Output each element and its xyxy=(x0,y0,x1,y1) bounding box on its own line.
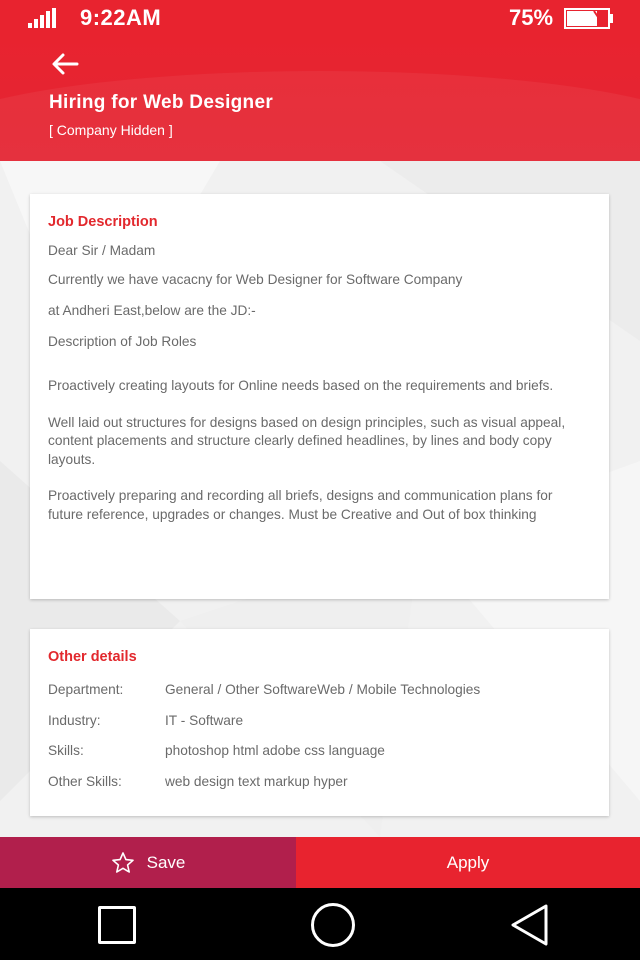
status-bar xyxy=(0,0,640,36)
apply-button[interactable] xyxy=(296,837,640,888)
star-outline-icon xyxy=(111,851,135,875)
other-details-card xyxy=(30,629,609,816)
system-nav-bar xyxy=(0,888,640,960)
detail-row-department xyxy=(48,681,591,699)
company-name: [ Company Hidden ] xyxy=(49,122,173,138)
action-bar xyxy=(0,837,640,888)
battery-percent: 75% xyxy=(509,5,554,30)
save-button[interactable] xyxy=(0,837,296,888)
job-description-card xyxy=(30,194,609,599)
detail-value: General / Other SoftwareWeb / Mobile Technologies xyxy=(165,682,481,697)
page-title: Hiring for Web Designer xyxy=(49,92,274,113)
status-time: 9:22AM xyxy=(80,5,162,30)
other-details-heading: Other details xyxy=(48,649,137,665)
detail-row-skills xyxy=(48,742,591,760)
back-arrow-icon[interactable] xyxy=(50,52,80,76)
home-circle-icon[interactable] xyxy=(311,903,355,947)
detail-label: Skills: xyxy=(48,743,84,758)
detail-row-other-skills xyxy=(48,773,591,791)
recent-apps-square-icon[interactable] xyxy=(98,906,136,944)
description-paragraph: Well laid out structures for designs based on design principles, such as visual appeal, content placements and structure clearly defined headlines, by lines and body copy layouts. xyxy=(48,414,566,467)
detail-label: Department: xyxy=(48,682,124,697)
header-decoration xyxy=(0,71,640,161)
description-line: Description of Job Roles xyxy=(48,334,197,349)
apply-button-label: Apply xyxy=(446,852,490,872)
description-line: Currently we have vacacny for Web Designer for Software Company xyxy=(48,272,463,287)
description-line: at Andheri East,below are the JD:- xyxy=(48,303,256,318)
content-area[interactable] xyxy=(0,161,640,837)
detail-label: Other Skills: xyxy=(48,773,122,789)
page-header xyxy=(0,36,640,161)
description-line: Dear Sir / Madam xyxy=(48,243,156,258)
detail-value: photoshop html adobe css language xyxy=(165,743,385,758)
detail-label: Industry: xyxy=(48,712,101,728)
detail-value: IT - Software xyxy=(165,712,244,728)
detail-row-industry xyxy=(48,712,591,730)
battery-icon xyxy=(564,8,614,29)
description-paragraph: Proactively creating layouts for Online needs based on the requirements and briefs. xyxy=(48,378,554,393)
description-paragraph: Proactively preparing and recording all briefs, designs and communication plans for future reference, upgrades or changes. Must be Creative and Out of box thinking xyxy=(48,488,553,522)
signal-icon xyxy=(28,8,58,28)
save-button-label: Save xyxy=(146,852,186,872)
detail-value: web design text markup hyper xyxy=(165,773,348,789)
job-description-heading: Job Description xyxy=(48,214,158,230)
back-triangle-icon[interactable] xyxy=(509,903,549,947)
